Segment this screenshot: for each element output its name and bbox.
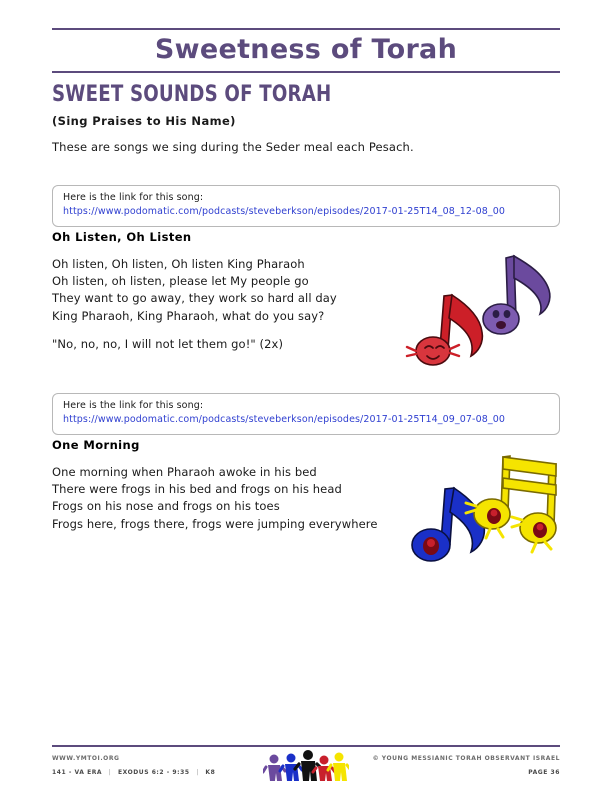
link-label: Here is the link for this song: — [63, 400, 204, 411]
footer-page-number: PAGE 36 — [528, 769, 560, 776]
footer-separator: | — [196, 769, 199, 776]
purple-eighth-note-icon — [483, 256, 550, 334]
footer-lesson: 141 - VA ERA — [52, 769, 103, 776]
song-title-oh-listen: Oh Listen, Oh Listen — [52, 230, 192, 244]
section-subtitle: (Sing Praises to His Name) — [52, 114, 236, 128]
song-link-url[interactable]: https://www.podomatic.com/podcasts/steveberkson/episodes/2017-01-25T14_09_07-08_00 — [63, 413, 505, 425]
organization-logo — [263, 747, 349, 787]
link-box-song-1 — [52, 185, 560, 227]
song-link-url[interactable]: https://www.podomatic.com/podcasts/steveberkson/episodes/2017-01-25T14_08_12-08_00 — [63, 205, 505, 217]
lyric-line: Frogs on his nose and frogs on his toes — [52, 499, 280, 514]
link-label: Here is the link for this song: — [63, 192, 204, 203]
footer-meta — [52, 766, 215, 780]
lyric-line: One morning when Pharaoh awoke in his bed — [52, 465, 317, 479]
lyric-spacer — [52, 325, 337, 336]
song-lyrics-oh-listen — [52, 256, 337, 353]
lyric-line: Oh listen, Oh listen, Oh listen King Pharaoh — [52, 257, 305, 271]
illustration-music-notes-blue-yellow — [398, 450, 570, 572]
document-title: Sweetness of Torah — [154, 34, 458, 65]
footer-grade: K8 — [205, 769, 216, 776]
logo-figure-blue — [280, 754, 302, 782]
section-intro-text: These are songs we sing during the Seder meal each Pesach. — [52, 140, 414, 154]
document-footer — [52, 752, 560, 786]
footer-copyright: © YOUNG MESSIANIC TORAH OBSERVANT ISRAEL — [372, 755, 560, 762]
lyric-line: Frogs here, frogs there, frogs were jumping everywhere — [52, 516, 378, 531]
link-box-song-2 — [52, 393, 560, 435]
footer-left — [52, 752, 215, 780]
lyric-line: There were frogs in his bed and frogs on his head — [52, 482, 342, 497]
lyric-line: They want to go away, they work so hard all day — [52, 291, 337, 306]
document-header — [52, 28, 560, 73]
footer-scripture: EXODUS 6:2 - 9:35 — [117, 769, 190, 776]
footer-website[interactable]: WWW.YMTOI.ORG — [52, 755, 120, 762]
lyric-line: Oh listen, oh listen, please let My people go — [52, 274, 309, 289]
blue-eighth-note-icon — [412, 488, 484, 561]
red-eighth-note-icon — [407, 295, 482, 365]
footer-right — [373, 752, 560, 780]
lyric-line: King Pharaoh, King Pharaoh, what do you say? — [52, 308, 325, 323]
illustration-music-notes-red-purple — [404, 248, 564, 372]
song-lyrics-one-morning — [52, 464, 378, 533]
logo-figure-black — [295, 750, 321, 781]
section-title: SWEET SOUNDS OF TORAH — [52, 82, 332, 107]
song-title-one-morning: One Morning — [52, 438, 140, 452]
header-rule-bottom — [52, 71, 560, 73]
lyric-refrain-line: "No, no, no, I will not let them go!" (2x) — [52, 336, 284, 351]
footer-separator: | — [108, 769, 112, 776]
